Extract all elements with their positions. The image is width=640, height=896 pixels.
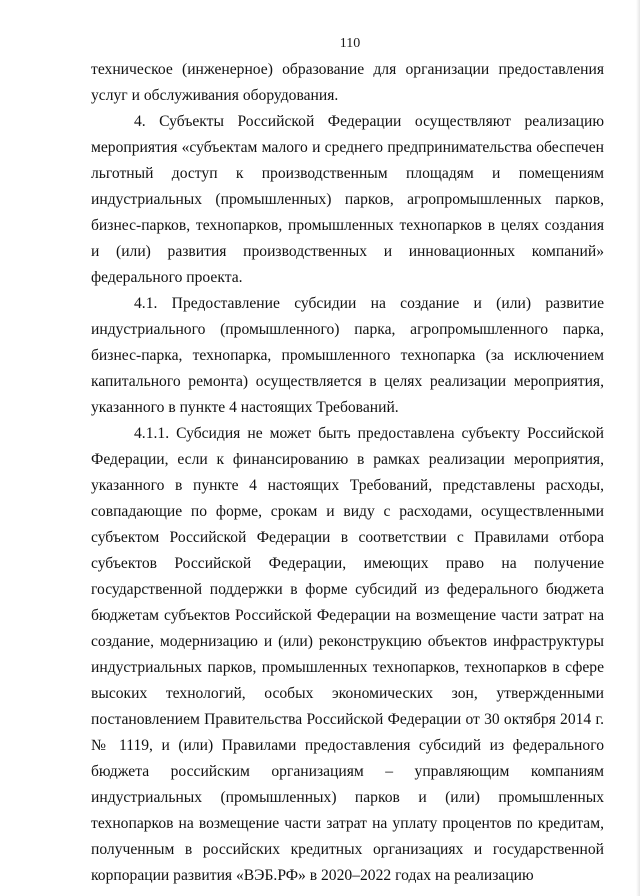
paragraph-continuation: техническое (инженерное) образование для организации предоставления услуг и обслуживания оборудования. xyxy=(91,61,604,104)
document-body xyxy=(91,57,604,889)
paragraph-item-4-1: 4.1. Предоставление субсидии на создание и (или) развитие индустриального (промышленного) парка, агропромышленного парка, бизнес-парка, технопарка, промышленного технопарка (за исключением капитального ремонта) осуществляется в целях реализации мероприятия, указанного в пункте 4 настоящих Требований. xyxy=(91,295,604,416)
paragraph-item-4-1-1: 4.1.1. Субсидия не может быть предоставлена субъекту Российской Федерации, если к финансированию в рамках реализации мероприятия, указанного в пункте 4 настоящих Требований, представлены расходы, совпадающие по форме, срокам и виду с расходами, осуществленными субъектом Российской Федерации в соответствии с Правилами отбора субъектов Российской Федерации, имеющих право на получение государственной поддержки в форме субсидий из федерального бюджета бюджетам субъектов Российской Федерации на возмещение части затрат на создание, модернизацию и (или) реконструкцию объектов инфраструктуры индустриальных парков, промышленных технопарков, технопарков в сфере высоких технологий, особых экономических зон, утвержденными постановлением Правительства Российской Федерации от 30 октября 2014 г. № 1119, и (или) Правилами предоставления субсидий из федерального бюджета российским организациям – управляющим компаниям индустриальных (промышленных) парков и (или) промышленных технопарков на возмещение части затрат на уплату процентов по кредитам, полученным в российских кредитных организациях и государственной корпорации развития «ВЭБ.РФ» в 2020–2022 годах на реализацию xyxy=(91,425,604,884)
page-edge-shadow xyxy=(636,0,640,896)
page-number: 110 xyxy=(339,36,361,51)
paragraph-item-4: 4. Субъекты Российской Федерации осуществляют реализацию мероприятия «субъектам малого и среднего предпринимательства обеспечен льготный доступ к производственным площадям и помещениям индустриальных (промышленных) парков, агропромышленных парков, бизнес-парков, технопарков, промышленных технопарков в целях создания и (или) развития производственных и инновационных компаний» федерального проекта. xyxy=(91,113,604,286)
